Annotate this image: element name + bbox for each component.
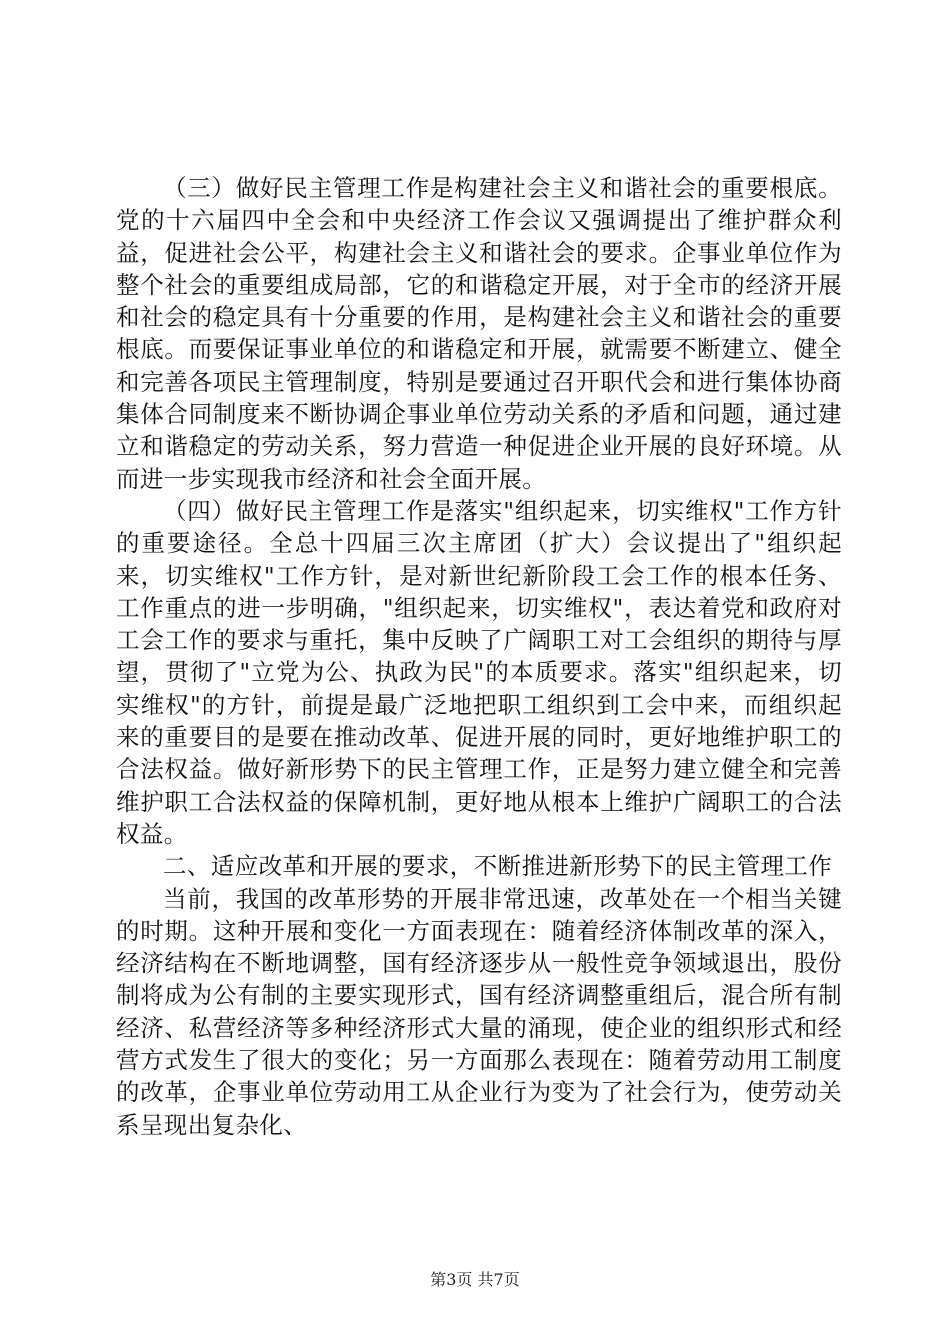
paragraph-section-four: （四）做好民主管理工作是落实"组织起来，切实维权"工作方针的重要途径。全总十四届三次主席团（扩大）会议提出了"组织起来，切实维权"工作方针，是对新世纪新阶段工会工作的根本任务、工作重点的进一步明确，"组织起来，切实维权"，表达着党和政府对工会工作的要求与重托，集中反映了广阔职工对工会组织的期待与厚望，贯彻了"立党为公、执政为民"的本质要求。落实"组织起来，切实维权"的方针，前提是最广泛地把职工组织到工会中来，而组织起来的重要目的是要在推动改革、促进开展的同时，更好地维护职工的合法权益。做好新形势下的民主管理工作，正是努力建立健全和完善维护职工合法权益的保障机制，更好地从根本上维护广阔职工的合法权益。 <box>116 496 842 848</box>
paragraph-reform-situation: 当前，我国的改革形势的开展非常迅速，改革处在一个相当关键的时期。这种开展和变化一方面表现在：随着经济体制改革的深入，经济结构在不断地调整，国有经济逐步从一般性竞争领域退出，股份制将成为公有制的主要实现形式，国有经济调整重组后，混合所有制经济、私营经济等多种经济形式大量的涌现，使企业的组织形式和经营方式发生了很大的变化；另一方面那么表现在：随着劳动用工制度的改革，企事业单位劳动用工从企业行为变为了社会行为，使劳动关系呈现出复杂化、 <box>116 884 842 1139</box>
section-heading-two: 二、适应改革和开展的要求，不断推进新形势下的民主管理工作 <box>163 852 833 881</box>
paragraph-section-three: （三）做好民主管理工作是构建社会主义和谐社会的重要根底。党的十六届四中全会和中央经济工作会议又强调提出了维护群众利益，促进社会公平，构建社会主义和谐社会的要求。企事业单位作为整个社会的重要组成局部，它的和谐稳定开展，对于全市的经济开展和社会的稳定具有十分重要的作用，是构建社会主义和谐社会的重要根底。而要保证事业单位的和谐稳定和开展，就需要不断建立、健全和完善各项民主管理制度，特别是要通过召开职代会和进行集体协商集体合同制度来不断协调企事业单位劳动关系的矛盾和问题，通过建立和谐稳定的劳动关系，努力营造一种促进企业开展的良好环境。从而进一步实现我市经济和社会全面开展。 <box>116 174 842 493</box>
document-body <box>116 172 842 1141</box>
page-number-footer: 第3页 共7页 <box>430 1270 520 1289</box>
